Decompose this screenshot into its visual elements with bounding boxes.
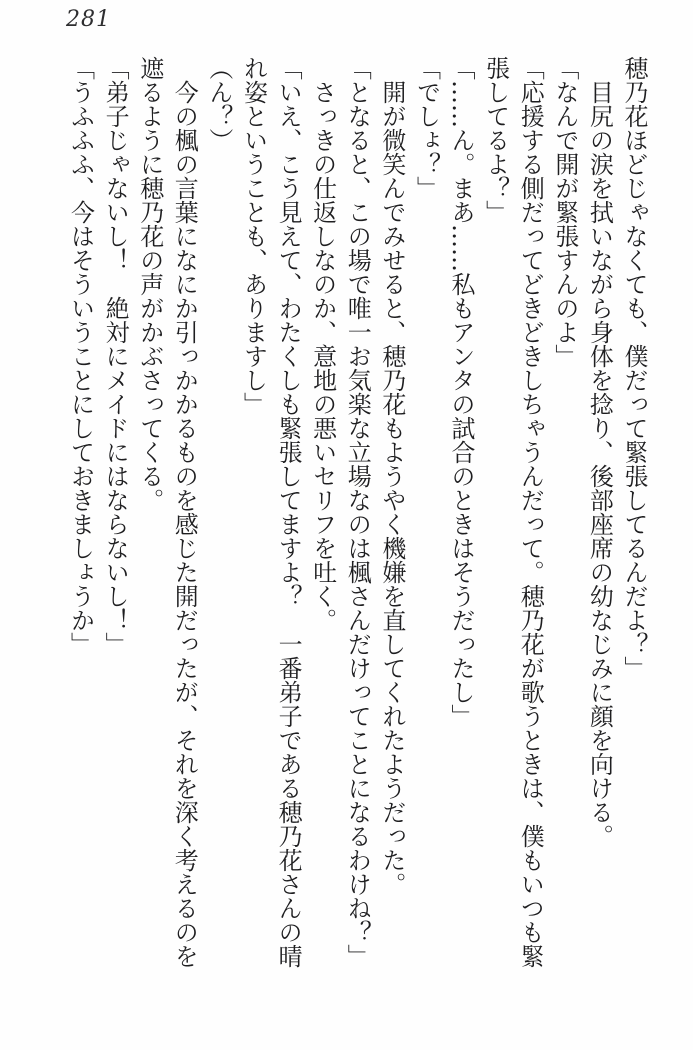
paragraph-narration: 今の楓の言葉になにか引っかかるものを感じた開だったが、それを深く考えるのを遮るように穂乃花の声がかぶさってくる。 bbox=[135, 56, 199, 968]
paragraph-dialogue: 「……ん。まあ……私もアンタの試合のときはそうだったし」 bbox=[447, 56, 476, 728]
paragraph-inner-thought: （ん？） bbox=[204, 56, 233, 152]
paragraph-dialogue: 「応援する側だってどきどきしちゃうんだって。穂乃花が歌うときは、僕もいつも緊張してるよ？」 bbox=[481, 56, 545, 968]
paragraph-dialogue: 「弟子じゃないし！ 絶対にメイドにはならないし！」 bbox=[101, 56, 130, 656]
paragraph-dialogue: 「いえ、こう見えて、わたくしも緊張してますよ？ 一番弟子である穂乃花さんの晴れ姿ということも、ありますし」 bbox=[239, 56, 303, 968]
paragraph-dialogue: 「となると、この場で唯一お気楽な立場なのは楓さんだけってことになるわけね？」 bbox=[343, 56, 372, 968]
paragraph-dialogue: 「でしょ？」 bbox=[412, 56, 441, 200]
paragraph-narration: さっきの仕返しなのか、意地の悪いセリフを吐く。 bbox=[308, 56, 337, 632]
paragraph-narration: 目尻の涙を拭いながら身体を捻り、後部座席の幼なじみに顔を向ける。 bbox=[585, 56, 614, 848]
paragraph-dialogue: 「うふふふ、今はそういうことにしておきましょうか」 bbox=[66, 56, 95, 656]
page-number: 281 bbox=[66, 7, 111, 32]
paragraph-dialogue-continued: 穂乃花ほどじゃなくても、僕だって緊張してるんだよ？」 bbox=[620, 56, 648, 680]
paragraph-narration: 開が微笑んでみせると、穂乃花もようやく機嫌を直してくれたようだった。 bbox=[377, 56, 406, 896]
paragraph-dialogue: 「なんで開が緊張すんのよ」 bbox=[550, 56, 579, 368]
vertical-text-block bbox=[63, 56, 651, 978]
